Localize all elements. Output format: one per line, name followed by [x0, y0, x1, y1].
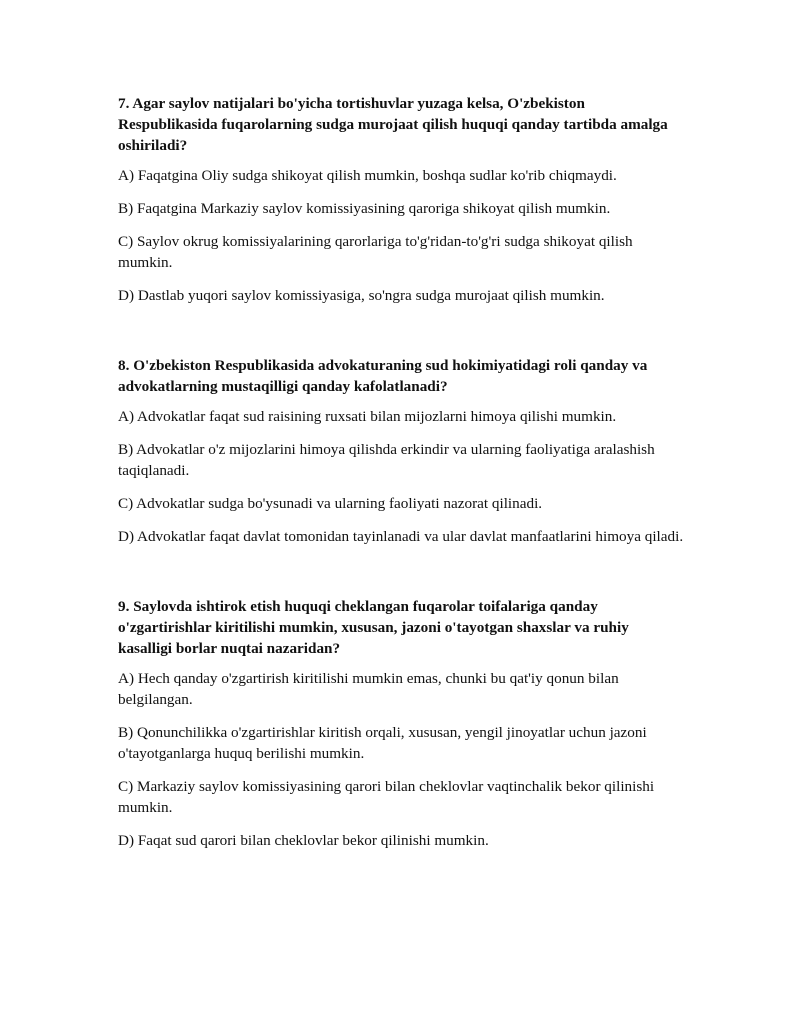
- option-a: A) Hech qanday o'zgartirish kiritilishi mumkin emas, chunki bu qat'iy qonun bilan belgilangan.: [118, 670, 619, 708]
- option-d: D) Faqat sud qarori bilan cheklovlar bekor qilinishi mumkin.: [118, 832, 489, 849]
- option-c: C) Advokatlar sudga bo'ysunadi va ularning faoliyati nazorat qilinadi.: [118, 495, 543, 512]
- question-title: 8. O'zbekiston Respublikasida advokaturaning sud hokimiyatidagi roli qanday va advokatlarning mustaqilligi qanday kafolatlanadi?: [118, 357, 648, 395]
- question-spacer: [118, 559, 684, 596]
- question-7: [118, 93, 684, 306]
- option-b: B) Advokatlar o'z mijozlarini himoya qilishda erkindir va ularning faoliyatiga aralashish taqiqlanadi.: [118, 441, 655, 479]
- option-d: D) Advokatlar faqat davlat tomonidan tayinlanadi va ular davlat manfaatlarini himoya qiladi.: [118, 528, 684, 545]
- question-title: 9. Saylovda ishtirok etish huquqi cheklangan fuqarolar toifalariga qanday o'zgartirishlar kiritilishi mumkin, xususan, jazoni o'tayotgan shaxslar va ruhiy kasalligi borlar nuqtai nazaridan?: [118, 598, 629, 657]
- option-d: D) Dastlab yuqori saylov komissiyasiga, so'ngra sudga murojaat qilish mumkin.: [118, 287, 605, 304]
- option-b: B) Qonunchilikka o'zgartirishlar kiritish orqali, xususan, yengil jinoyatlar uchun jazoni o'tayotganlarga huquq berilishi mumkin.: [118, 724, 647, 762]
- question-spacer: [118, 318, 684, 355]
- option-b: B) Faqatgina Markaziy saylov komissiyasining qaroriga shikoyat qilish mumkin.: [118, 200, 611, 217]
- question-8: [118, 355, 684, 547]
- option-a: A) Faqatgina Oliy sudga shikoyat qilish mumkin, boshqa sudlar ko'rib chiqmaydi.: [118, 167, 617, 184]
- option-c: C) Markaziy saylov komissiyasining qarori bilan cheklovlar vaqtinchalik bekor qilinishi mumkin.: [118, 778, 655, 816]
- option-c: C) Saylov okrug komissiyalarining qarorlariga to'g'ridan-to'g'ri sudga shikoyat qilish mumkin.: [118, 233, 633, 271]
- option-a: A) Advokatlar faqat sud raisining ruxsati bilan mijozlarni himoya qilishi mumkin.: [118, 408, 617, 425]
- document-page: [118, 93, 684, 863]
- question-9: [118, 596, 684, 851]
- question-title: 7. Agar saylov natijalari bo'yicha tortishuvlar yuzaga kelsa, O'zbekiston Respublikasida fuqarolarning sudga murojaat qilish huquqi qanday tartibda amalga oshiriladi?: [118, 95, 668, 154]
